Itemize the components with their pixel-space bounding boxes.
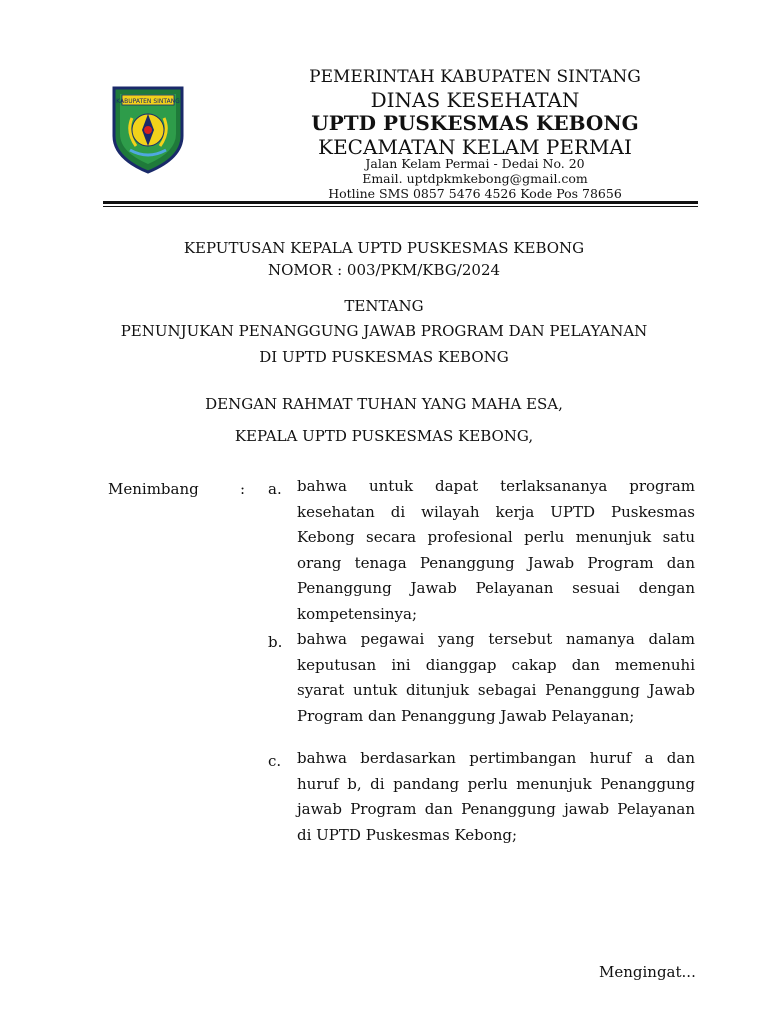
letterhead-government: PEMERINTAH KABUPATEN SINTANG bbox=[309, 67, 641, 87]
considerations-label: Menimbang bbox=[108, 480, 199, 498]
consideration-letter-a: a. bbox=[268, 480, 282, 498]
letterhead-hotline: Hotline SMS 0857 5476 4526 Kode Pos 78656 bbox=[328, 186, 622, 201]
decree-about-label: TENTANG bbox=[344, 297, 424, 315]
consideration-text-a: bahwa untuk dapat terlaksananya program kesehatan di wilayah kerja UPTD Puskesmas Kebong secara profesional perlu menunjuk satu orang tenaga Penanggung Jawab Program dan Penanggung Jawab Pelayanan sesuai dengan kompetensinya; bbox=[297, 477, 695, 623]
letterhead-unit: UPTD PUSKESMAS KEBONG bbox=[311, 111, 639, 135]
letterhead-email: Email. uptdpkmkebong@gmail.com bbox=[362, 171, 588, 186]
consideration-letter-c: c. bbox=[268, 752, 282, 770]
letterhead-agency: DINAS KESEHATAN bbox=[370, 88, 580, 112]
decree-invocation: DENGAN RAHMAT TUHAN YANG MAHA ESA, bbox=[205, 395, 563, 413]
consideration-text-b: bahwa pegawai yang tersebut namanya dalam keputusan ini dianggap cakap dan memenuhi syarat untuk ditunjuk sebagai Penanggung Jawab Program dan Penanggung Jawab Pelayanan; bbox=[297, 630, 695, 725]
letterhead-address: Jalan Kelam Permai - Dedai No. 20 bbox=[365, 156, 585, 171]
considerations-colon: : bbox=[240, 480, 246, 498]
decree-authority: KEPALA UPTD PUSKESMAS KEBONG, bbox=[234, 427, 534, 445]
emblem-shield-icon bbox=[110, 84, 186, 174]
page-continuation: Mengingat... bbox=[599, 963, 696, 981]
letterhead-divider-thin bbox=[103, 206, 698, 207]
consideration-letter-b: b. bbox=[268, 633, 283, 651]
decree-number: NOMOR : 003/PKM/KBG/2024 bbox=[267, 261, 501, 279]
letterhead-divider-thick bbox=[103, 201, 698, 204]
svg-text:KABUPATEN SINTANG: KABUPATEN SINTANG bbox=[116, 98, 180, 105]
decree-subject-line-2: DI UPTD PUSKESMAS KEBONG bbox=[259, 348, 509, 366]
consideration-text-c: bahwa berdasarkan pertimbangan huruf a dan huruf b, di pandang perlu menunjuk Penanggung jawab Program dan Penanggung jawab Pelayanan di UPTD Puskesmas Kebong; bbox=[297, 749, 695, 844]
regency-emblem-logo bbox=[110, 84, 186, 174]
decree-title: KEPUTUSAN KEPALA UPTD PUSKESMAS KEBONG bbox=[183, 239, 585, 257]
letterhead-district: KECAMATAN KELAM PERMAI bbox=[318, 135, 632, 159]
decree-subject-line-1: PENUNJUKAN PENANGGUNG JAWAB PROGRAM DAN PELAYANAN bbox=[120, 322, 648, 340]
